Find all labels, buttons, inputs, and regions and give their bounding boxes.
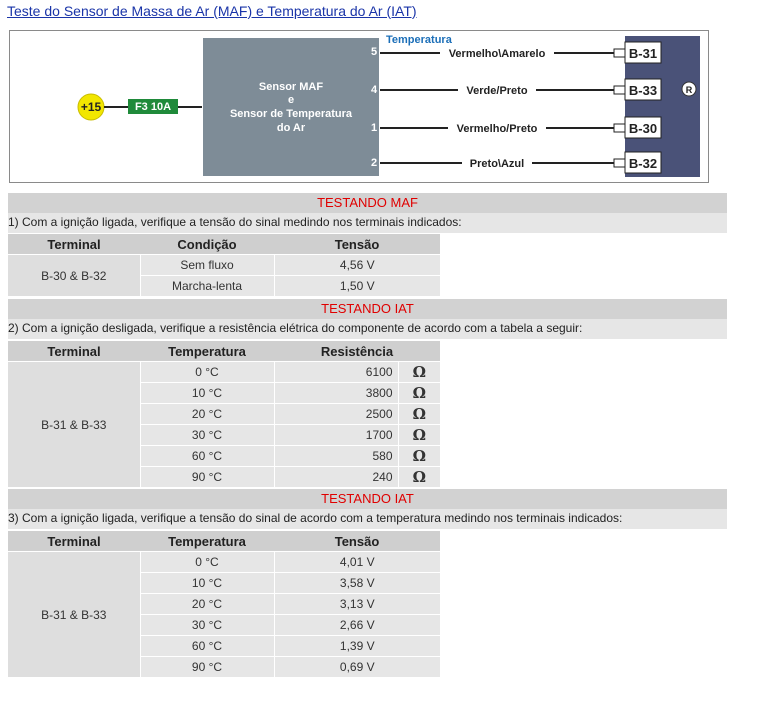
ohm-icon: Ω [398, 383, 440, 404]
iat-voltage-table [8, 531, 440, 678]
temperature-cell: 60 °C [140, 446, 274, 467]
resistance-cell: 2500 [274, 404, 398, 425]
terminal-b31: B-31 [628, 46, 658, 61]
svg-text:5: 5 [370, 46, 378, 58]
iat-resistance-instruction: 2) Com a ignição desligada, verifique a resistência elétrica do componente de acordo com a tabela a seguir: [8, 319, 727, 339]
temperature-cell: 20 °C [140, 404, 274, 425]
temperature-cell: 10 °C [140, 383, 274, 404]
maf-instruction: 1) Com a ignição ligada, verifique a tensão do sinal medindo nos terminais indicados: [8, 213, 727, 233]
maf-heading: TESTANDO MAF [317, 195, 418, 210]
col-header: Tensão [274, 531, 440, 552]
temp-label: Temperatura [386, 34, 452, 46]
temperature-cell: 10 °C [140, 573, 274, 594]
maf-header-row [8, 234, 440, 255]
temperature-cell: 0 °C [140, 552, 274, 573]
terminal-cell: B-30 & B-32 [8, 255, 140, 297]
page-title-link[interactable]: Teste do Sensor de Massa de Ar (MAF) e Temperatura do Ar (IAT) [7, 3, 417, 19]
col-header: Terminal [8, 341, 140, 362]
maf-table [8, 234, 440, 297]
resistance-cell: 240 [274, 467, 398, 488]
svg-text:4: 4 [370, 84, 378, 96]
ohm-icon: Ω [398, 467, 440, 488]
iat-resistance-heading: TESTANDO IAT [321, 301, 414, 316]
value-cell: 1,50 V [274, 276, 440, 297]
ohm-icon: Ω [398, 404, 440, 425]
wiring-diagram [9, 30, 709, 183]
wire-pin-4 [371, 79, 661, 100]
iat-resistance-section-header [8, 299, 727, 339]
wire-color-1: Vermelho\Amarelo [448, 48, 546, 60]
resistance-cell: 6100 [274, 362, 398, 383]
wire-pin-1 [371, 117, 661, 138]
sensor-label-4: do Ar [276, 122, 306, 134]
terminal-cell: B-31 & B-33 [8, 552, 140, 678]
connector-mark: R [685, 85, 693, 95]
sensor-box [203, 38, 379, 176]
ohm-icon: Ω [398, 446, 440, 467]
wire-color-4: Preto\Azul [469, 158, 525, 170]
col-header: Terminal [8, 531, 140, 552]
temperature-cell: 90 °C [140, 467, 274, 488]
ohm-icon: Ω [398, 362, 440, 383]
iat-voltage-section-header [8, 489, 727, 529]
wire-color-2: Verde/Preto [466, 85, 528, 97]
col-header: Terminal [8, 234, 140, 255]
temperature-cell: 90 °C [140, 657, 274, 678]
iat-resistance-header-row [8, 341, 440, 362]
sensor-label-3: Sensor de Temperatura [229, 108, 353, 120]
iat-voltage-header-row [8, 531, 440, 552]
table-row [8, 362, 440, 383]
voltage-cell: 1,39 V [274, 636, 440, 657]
iat-voltage-instruction: 3) Com a ignição ligada, verifique a tensão do sinal de acordo com a temperatura medindo nos terminais indicados: [8, 509, 727, 529]
condition-cell: Sem fluxo [140, 255, 274, 276]
svg-text:2: 2 [370, 157, 378, 169]
resistance-cell: 3800 [274, 383, 398, 404]
temperature-cell: 30 °C [140, 615, 274, 636]
terminal-cell: B-31 & B-33 [8, 362, 140, 488]
terminal-b32: B-32 [628, 156, 658, 171]
col-header: Resistência [274, 341, 440, 362]
terminal-b33: B-33 [628, 83, 658, 98]
ohm-icon: Ω [398, 425, 440, 446]
voltage-cell: 4,01 V [274, 552, 440, 573]
temperature-cell: 0 °C [140, 362, 274, 383]
voltage-cell: 2,66 V [274, 615, 440, 636]
col-header: Condição [140, 234, 274, 255]
col-header: Temperatura [140, 341, 274, 362]
maf-section-header [8, 193, 727, 233]
voltage-cell: 3,58 V [274, 573, 440, 594]
svg-text:1: 1 [370, 122, 378, 134]
condition-cell: Marcha-lenta [140, 276, 274, 297]
table-row [8, 255, 440, 276]
iat-resistance-table [8, 341, 440, 488]
wire-color-3: Vermelho/Preto [456, 123, 538, 135]
resistance-cell: 580 [274, 446, 398, 467]
sensor-label-2: e [287, 94, 295, 106]
voltage-cell: 3,13 V [274, 594, 440, 615]
iat-voltage-heading: TESTANDO IAT [321, 491, 414, 506]
temperature-cell: 30 °C [140, 425, 274, 446]
col-header: Temperatura [140, 531, 274, 552]
temperature-cell: 20 °C [140, 594, 274, 615]
temperature-cell: 60 °C [140, 636, 274, 657]
value-cell: 4,56 V [274, 255, 440, 276]
terminal-b30: B-30 [628, 121, 658, 136]
col-header: Tensão [274, 234, 440, 255]
supply-label: +15 [80, 100, 102, 114]
table-row [8, 552, 440, 573]
sensor-label-1: Sensor MAF [258, 81, 324, 93]
resistance-cell: 1700 [274, 425, 398, 446]
voltage-cell: 0,69 V [274, 657, 440, 678]
wire-pin-2 [371, 152, 661, 173]
fuse-label: F3 10A [134, 101, 172, 113]
